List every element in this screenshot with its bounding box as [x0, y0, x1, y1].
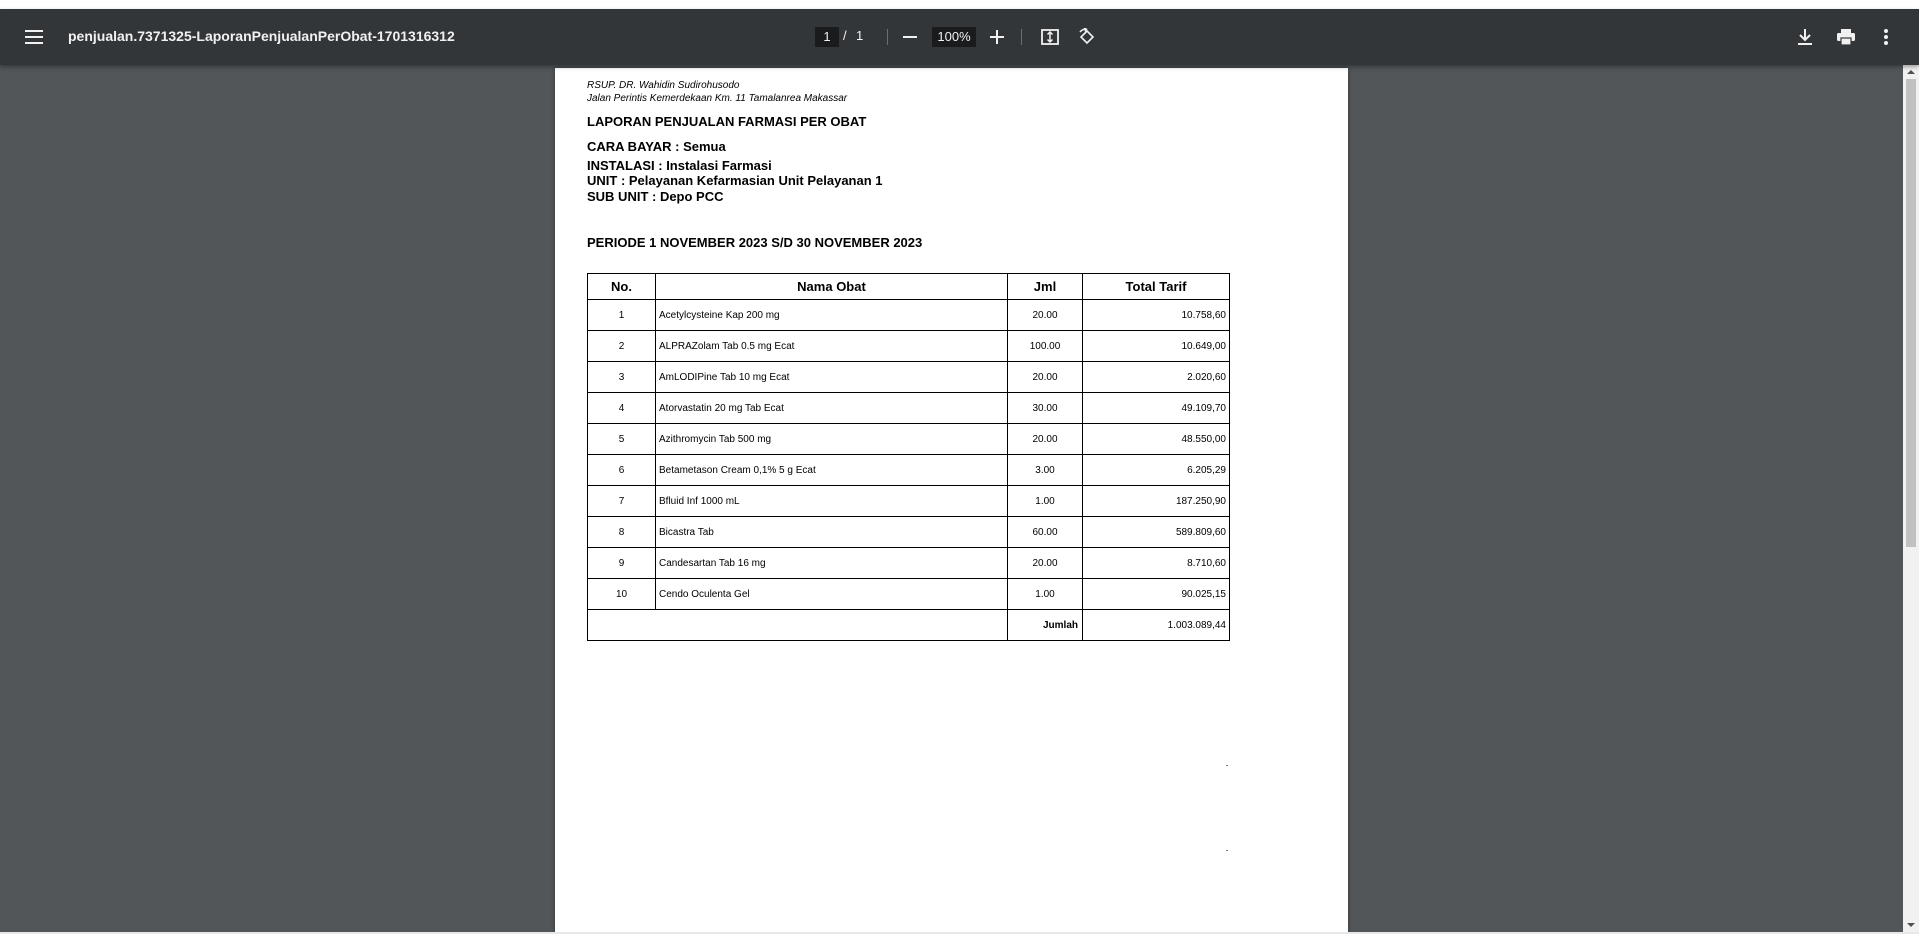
cell-nama-obat: Acetylcysteine Kap 200 mg [656, 300, 1008, 331]
table-row [588, 300, 1230, 331]
instalasi: INSTALASI : Instalasi Farmasi [587, 158, 772, 173]
scroll-up-arrow-icon[interactable] [1903, 65, 1919, 79]
page-separator: / [843, 28, 847, 43]
table-row [588, 455, 1230, 486]
unit: UNIT : Pelayanan Kefarmasian Unit Pelayanan 1 [587, 173, 883, 188]
scroll-down-arrow-icon[interactable] [1903, 918, 1919, 932]
vertical-scrollbar[interactable] [1903, 65, 1919, 932]
cell-no: 10 [588, 579, 656, 610]
pdf-toolbar [0, 9, 1919, 65]
toolbar-divider [887, 29, 888, 45]
cell-no: 9 [588, 548, 656, 579]
hospital-address: Jalan Perintis Kemerdekaan Km. 11 Tamalanrea Makassar [587, 93, 848, 104]
cell-total-tarif: 187.250,90 [1083, 486, 1230, 517]
window-top-strip [0, 0, 1919, 9]
cell-jml: 100.00 [1008, 331, 1083, 362]
cell-jml: 1.00 [1008, 579, 1083, 610]
scrollbar-thumb[interactable] [1906, 79, 1916, 547]
cell-nama-obat: Cendo Oculenta Gel [656, 579, 1008, 610]
zoom-input[interactable]: 100% [932, 27, 976, 47]
cell-no: 7 [588, 486, 656, 517]
fit-to-page-icon [1041, 29, 1059, 45]
cell-total-tarif: 10.758,60 [1083, 300, 1230, 331]
fit-to-page-button[interactable] [1038, 25, 1062, 49]
table-row [588, 424, 1230, 455]
cell-no: 4 [588, 393, 656, 424]
column-header-nama-obat: Nama Obat [656, 274, 1008, 300]
cell-no: 8 [588, 517, 656, 548]
table-row [588, 548, 1230, 579]
table-row [588, 393, 1230, 424]
cell-no: 2 [588, 331, 656, 362]
total-value: 1.003.089,44 [1083, 610, 1230, 641]
document-title: penjualan.7371325-LaporanPenjualanPerObat-1701316312 [68, 28, 455, 44]
cell-total-tarif: 6.205,29 [1083, 455, 1230, 486]
page-mark [1226, 850, 1228, 851]
cell-jml: 60.00 [1008, 517, 1083, 548]
cell-nama-obat: Atorvastatin 20 mg Tab Ecat [656, 393, 1008, 424]
cell-total-tarif: 49.109,70 [1083, 393, 1230, 424]
hamburger-menu-icon[interactable] [18, 23, 50, 51]
download-icon [1798, 29, 1812, 45]
rotate-button[interactable] [1075, 25, 1099, 49]
cell-nama-obat: Bfluid Inf 1000 mL [656, 486, 1008, 517]
cell-jml: 3.00 [1008, 455, 1083, 486]
hospital-name: RSUP. DR. Wahidin Sudirohusodo [587, 80, 740, 91]
page-number-input[interactable]: 1 [815, 27, 839, 47]
cell-jml: 1.00 [1008, 486, 1083, 517]
download-button[interactable] [1793, 25, 1817, 49]
cell-jml: 20.00 [1008, 362, 1083, 393]
cell-no: 1 [588, 300, 656, 331]
cell-nama-obat: ALPRAZolam Tab 0.5 mg Ecat [656, 331, 1008, 362]
cell-jml: 20.00 [1008, 548, 1083, 579]
cell-total-tarif: 589.809,60 [1083, 517, 1230, 548]
cell-total-tarif: 90.025,15 [1083, 579, 1230, 610]
cell-no: 3 [588, 362, 656, 393]
cell-jml: 20.00 [1008, 424, 1083, 455]
zoom-out-button[interactable] [898, 25, 922, 49]
zoom-in-button[interactable] [985, 25, 1009, 49]
pdf-viewer[interactable] [0, 65, 1919, 932]
sub-unit: SUB UNIT : Depo PCC [587, 189, 724, 204]
print-button[interactable] [1834, 25, 1858, 49]
minus-icon [903, 30, 917, 44]
page-total: 1 [856, 28, 864, 43]
cell-jml: 20.00 [1008, 300, 1083, 331]
toolbar-divider [1021, 29, 1022, 45]
column-header-jml: Jml [1008, 274, 1083, 300]
table-row [588, 486, 1230, 517]
table-row [588, 579, 1230, 610]
total-label: Jumlah [1008, 610, 1083, 641]
cell-total-tarif: 8.710,60 [1083, 548, 1230, 579]
plus-icon [990, 30, 1004, 44]
more-vertical-icon [1884, 29, 1888, 45]
table-row [588, 331, 1230, 362]
page-mark [1226, 765, 1228, 766]
cell-no: 5 [588, 424, 656, 455]
more-options-button[interactable] [1874, 25, 1898, 49]
table-row [588, 517, 1230, 548]
periode: PERIODE 1 NOVEMBER 2023 S/D 30 NOVEMBER 2023 [587, 235, 923, 250]
column-header-total-tarif: Total Tarif [1083, 274, 1230, 300]
cell-nama-obat: AmLODIPine Tab 10 mg Ecat [656, 362, 1008, 393]
cell-nama-obat: Bicastra Tab [656, 517, 1008, 548]
report-table [587, 273, 1230, 641]
cell-nama-obat: Candesartan Tab 16 mg [656, 548, 1008, 579]
table-header-row [588, 274, 1230, 300]
cell-nama-obat: Betametason Cream 0,1% 5 g Ecat [656, 455, 1008, 486]
cell-total-tarif: 2.020,60 [1083, 362, 1230, 393]
cara-bayar: CARA BAYAR : Semua [587, 139, 726, 154]
cell-total-tarif: 10.649,00 [1083, 331, 1230, 362]
total-blank-cell [588, 610, 1008, 641]
rotate-icon [1078, 28, 1096, 46]
pdf-page [555, 68, 1348, 932]
table-row [588, 362, 1230, 393]
report-title: LAPORAN PENJUALAN FARMASI PER OBAT [587, 114, 867, 129]
cell-total-tarif: 48.550,00 [1083, 424, 1230, 455]
column-header-no: No. [588, 274, 656, 300]
print-icon [1837, 29, 1855, 45]
total-row [588, 610, 1230, 641]
cell-jml: 30.00 [1008, 393, 1083, 424]
cell-nama-obat: Azithromycin Tab 500 mg [656, 424, 1008, 455]
cell-no: 6 [588, 455, 656, 486]
